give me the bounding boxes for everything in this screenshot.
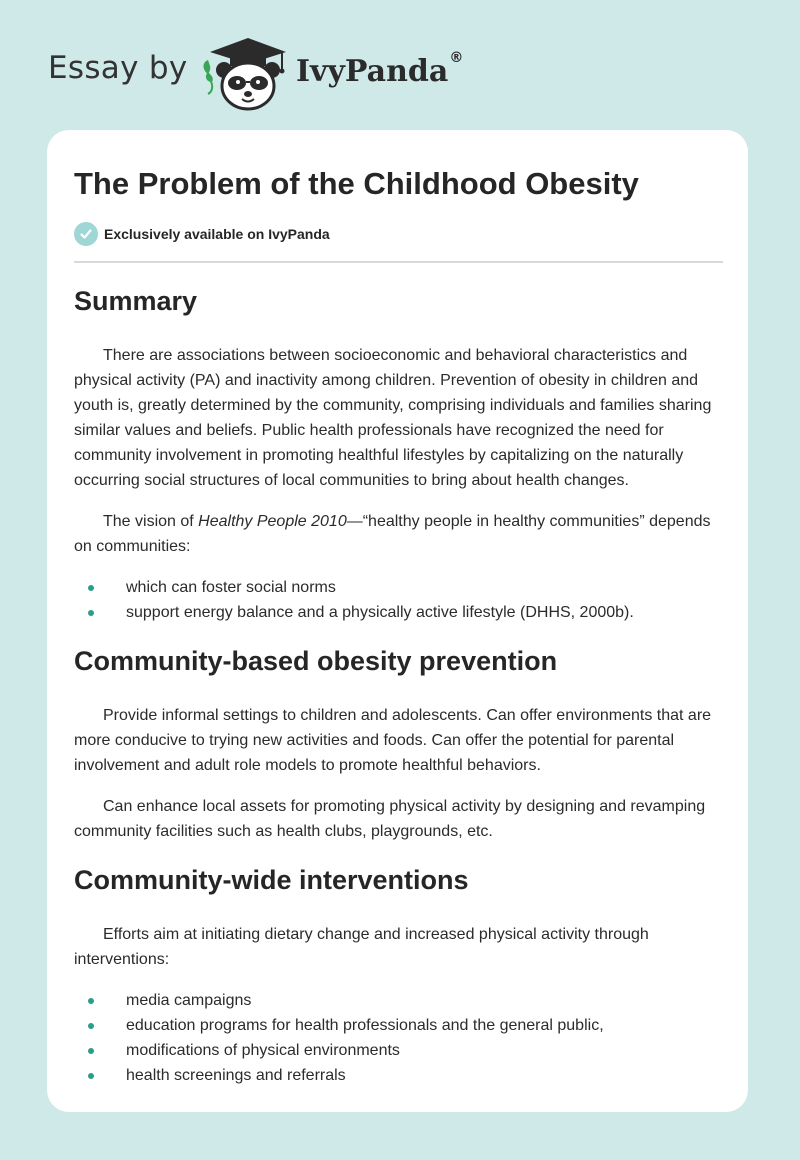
list-item-text: health screenings and referrals: [126, 1067, 346, 1084]
section-heading-summary: Summary: [74, 286, 198, 316]
exclusive-badge: [74, 222, 330, 246]
bullet-icon: [88, 1023, 94, 1029]
list-item-text: education programs for health professionals and the general public,: [126, 1017, 604, 1034]
section-heading-community-based: Community-based obesity prevention: [74, 646, 558, 676]
healthy-people-title: Healthy People 2010: [198, 513, 347, 530]
page-title: The Problem of the Childhood Obesity: [74, 166, 639, 201]
essay-by-label: Essay by: [48, 50, 188, 86]
bullet-icon: [88, 998, 94, 1004]
title-divider: [74, 261, 723, 263]
summary-p2-tail: —“healthy people in healthy communities” depends on communities:: [74, 513, 711, 555]
brand-text: IvyPanda: [296, 54, 449, 89]
list-item-text: modifications of physical environments: [126, 1042, 400, 1059]
list-item: [74, 1038, 724, 1063]
brand-name[interactable]: [296, 50, 464, 89]
list-item: [74, 1063, 724, 1088]
registered-mark: ®: [449, 50, 464, 66]
community-wide-paragraph-1: Efforts aim at initiating dietary change and increased physical activity through interventions:: [74, 926, 649, 968]
community-based-paragraph-1: Provide informal settings to children and adolescents. Can offer environments that are more conducive to trying new activities and foods. Can offer the potential for parental involvement and adult role models to promote healthful behaviors.: [74, 707, 712, 774]
list-item-text: which can foster social norms: [126, 579, 336, 596]
bullet-icon: [88, 1048, 94, 1054]
list-item: [74, 575, 724, 600]
bullet-icon: [88, 1073, 94, 1079]
community-based-paragraph-2: Can enhance local assets for promoting physical activity by designing and revamping community facilities such as health clubs, playgrounds, etc.: [74, 798, 706, 840]
check-icon: [74, 222, 98, 246]
summary-list: [74, 575, 724, 625]
list-item-text: support energy balance and a physically active lifestyle (DHHS, 2000b).: [126, 604, 634, 621]
panda-logo-icon[interactable]: [200, 36, 296, 112]
list-item: [74, 988, 724, 1013]
community-wide-list: [74, 988, 724, 1088]
bullet-icon: [88, 610, 94, 616]
list-item: [74, 1013, 724, 1038]
site-header: [0, 0, 800, 130]
badge-label: Exclusively available on IvyPanda: [104, 226, 330, 242]
bullet-icon: [88, 585, 94, 591]
list-item-text: media campaigns: [126, 992, 252, 1009]
summary-paragraph-2: [74, 509, 724, 559]
summary-p2-lead: The vision of: [103, 513, 199, 530]
section-heading-community-wide: Community-wide interventions: [74, 865, 469, 895]
list-item: [74, 600, 724, 625]
summary-paragraph-1: There are associations between socioeconomic and behavioral characteristics and physical activity (PA) and inactivity among children. Prevention of obesity in children and youth is, greatly determined by the community, comprising individuals and families sharing similar values and beliefs. Public health professionals have recognized the need for community involvement in promoting healthful lifestyles by capitalizing on the naturally occurring social structures of local communities to bring about health changes.: [74, 347, 712, 489]
